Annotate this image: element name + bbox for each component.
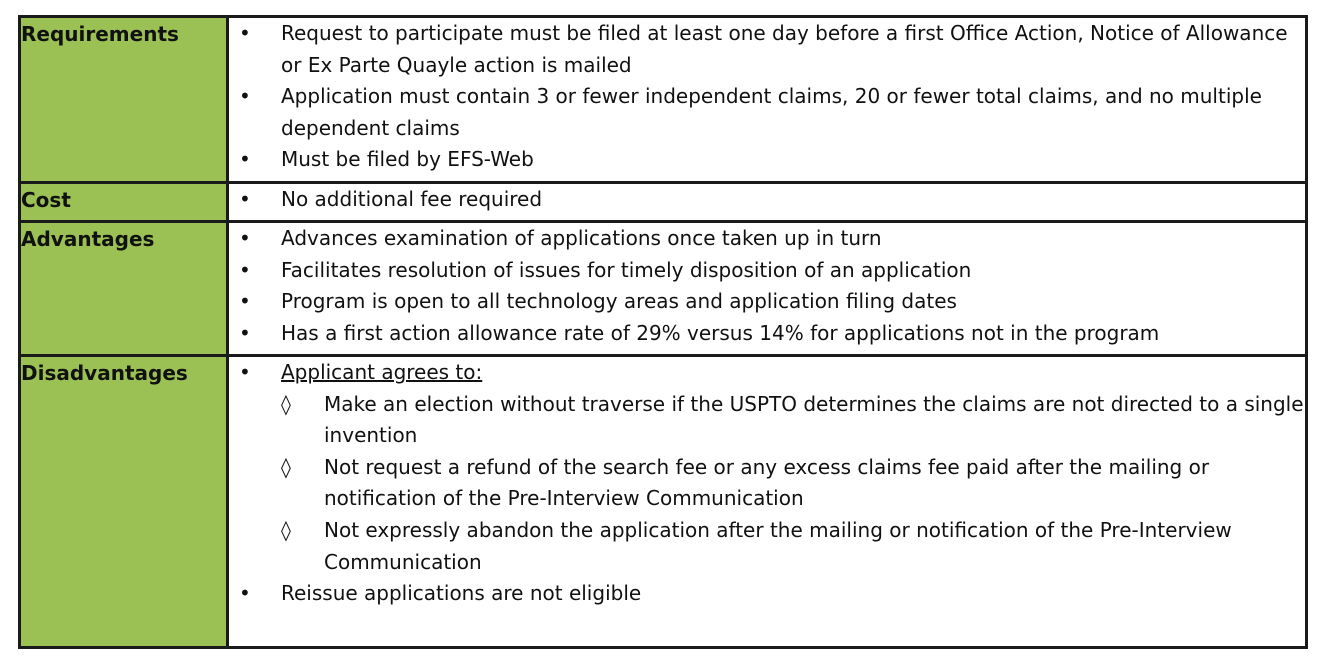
- bullet-icon: •: [239, 289, 251, 314]
- item-text: Application must contain 3 or fewer independent claims, 20 or fewer total claims, and no multiple dependent claims: [281, 84, 1262, 140]
- item-text: No additional fee required: [281, 187, 543, 211]
- item-text: Facilitates resolution of issues for timely disposition of an application: [281, 257, 972, 282]
- advantages-row: [20, 222, 1307, 356]
- list-item: [229, 184, 1305, 216]
- list-item: [229, 318, 1305, 350]
- advantages-content: [228, 222, 1307, 356]
- item-text: Must be filed by EFS-Web: [281, 147, 534, 172]
- bullet-icon: •: [239, 320, 251, 345]
- item-text: Make an election without traverse if the USPTO determines the claims are not directed to a single invention: [324, 391, 1304, 448]
- requirements-content: [228, 17, 1307, 183]
- item-text: Program is open to all technology areas and application filing dates: [281, 289, 957, 314]
- applicant-agrees-heading: Applicant agrees to:: [281, 360, 483, 384]
- cost-content: [228, 183, 1307, 222]
- program-summary-table: [18, 15, 1308, 649]
- requirements-list: [229, 18, 1305, 176]
- item-text: Advances examination of applications once taken up in turn: [281, 226, 882, 250]
- disadvantages-label: Disadvantages: [20, 356, 228, 648]
- requirements-label: Requirements: [20, 17, 228, 183]
- sub-list-item: [281, 515, 1305, 578]
- diamond-bullet-icon: ◊: [281, 454, 291, 479]
- diamond-bullet-icon: ◊: [281, 391, 291, 416]
- list-item: [229, 81, 1305, 144]
- sub-list-item: [281, 389, 1305, 452]
- cost-row: [20, 183, 1307, 222]
- cost-label: Cost: [20, 183, 228, 222]
- bullet-icon: •: [239, 84, 251, 109]
- bullet-icon: •: [239, 360, 251, 384]
- list-item: [229, 223, 1305, 255]
- advantages-list: [229, 223, 1305, 349]
- bullet-icon: •: [239, 581, 251, 606]
- agreement-sublist: [281, 389, 1305, 579]
- list-item: [229, 357, 1305, 578]
- advantages-label: Advantages: [20, 222, 228, 356]
- bullet-icon: •: [239, 226, 251, 250]
- disadvantages-list: [229, 357, 1305, 610]
- list-item: [229, 18, 1305, 81]
- bullet-icon: •: [239, 21, 251, 45]
- requirements-row: [20, 17, 1307, 183]
- bullet-icon: •: [239, 257, 251, 282]
- list-item: [229, 578, 1305, 610]
- list-item: [229, 286, 1305, 318]
- item-text: Request to participate must be filed at least one day before a first Office Action, Notice of Allowance or Ex Parte Quayle action is mailed: [281, 21, 1288, 77]
- bullet-icon: •: [239, 147, 251, 172]
- item-text: Has a first action allowance rate of 29% versus 14% for applications not in the program: [281, 320, 1160, 345]
- sub-list-item: [281, 452, 1305, 515]
- diamond-bullet-icon: ◊: [281, 517, 291, 542]
- disadvantages-content: [228, 356, 1307, 648]
- disadvantages-row: [20, 356, 1307, 648]
- list-item: [229, 255, 1305, 287]
- bullet-icon: •: [239, 187, 251, 211]
- list-item: [229, 144, 1305, 176]
- item-text: Not expressly abandon the application after the mailing or notification of the Pre-Interview Communication: [324, 517, 1232, 574]
- item-text: Not request a refund of the search fee or any excess claims fee paid after the mailing or notification of the Pre-Interview Communication: [324, 454, 1210, 511]
- cost-list: [229, 184, 1305, 216]
- item-text: Reissue applications are not eligible: [281, 581, 642, 606]
